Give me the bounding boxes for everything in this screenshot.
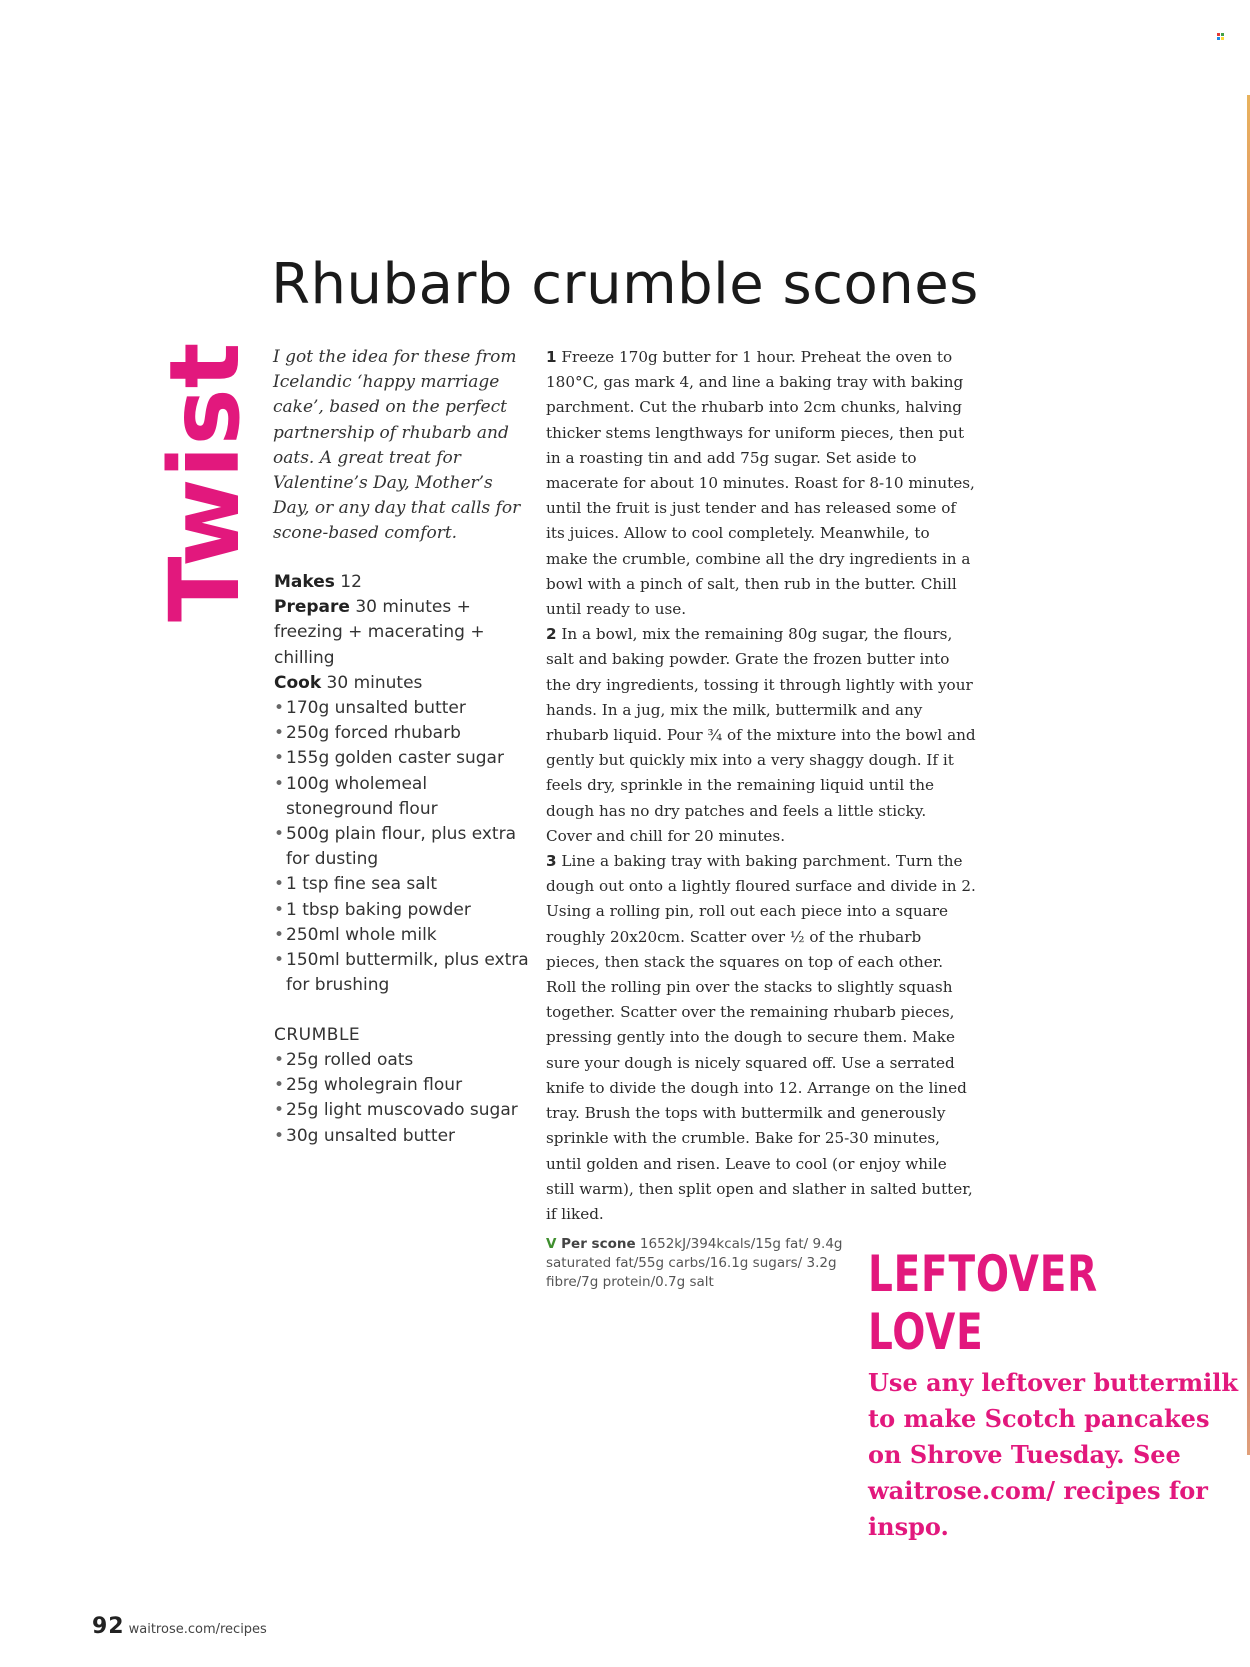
step-number: 2	[546, 625, 557, 644]
method-step-3	[546, 849, 976, 1227]
step-number: 1	[546, 348, 557, 366]
ingredient-item: • 150ml buttermilk, plus extra for brushing	[274, 948, 534, 998]
method-step-1	[546, 345, 976, 622]
crumble-ingredient-item: • 25g wholegrain flour	[274, 1073, 534, 1098]
prepare-value: 30 minutes + freezing + macerating + chilling	[274, 597, 485, 668]
ingredient-item: • 155g golden caster sugar	[274, 746, 534, 771]
step-number: 3	[546, 852, 557, 871]
ingredient-item: • 170g unsalted butter	[274, 696, 534, 721]
step-text: Line a baking tray with baking parchment. Turn the dough out onto a lightly floured surface and divide in 2. Using a rolling pin, roll out each piece into a square roughly 20x20cm. Scatter over ½ of the rhubarb pieces, then stack the squares on top of each other. Roll the rolling pin over the stacks to slightly squash together. Scatter over the remaining rhubarb pieces, pressing gently into the dough to secure them. Make sure your dough is nicely squared off. Use a serrated knife to divide the dough into 12. Arrange on the lined tray. Brush the tops with buttermilk and generously sprinkle with the crumble. Bake for 25-30 minutes, until golden and risen. Leave to cool (or enjoy while still warm), then split open and slather in salted butter, if liked.	[546, 852, 976, 1223]
recipe-meta	[274, 570, 534, 696]
method-steps	[546, 345, 976, 1227]
cook-row	[274, 671, 534, 696]
prepare-row	[274, 595, 534, 671]
logo-icon	[1217, 33, 1224, 40]
makes-row	[274, 570, 534, 595]
footer-site: waitrose.com/recipes	[128, 1622, 267, 1637]
ingredient-item: • 100g wholemeal stoneground flour	[274, 772, 534, 822]
step-text: In a bowl, mix the remaining 80g sugar, the flours, salt and baking powder. Grate the frozen butter into the dry ingredients, tossing it through lightly with your hands. In a jug, mix the milk, buttermilk and any rhubarb liquid. Pour ¾ of the mixture into the bowl and gently but quickly mix into a very shaggy dough. If it feels dry, sprinkle in the remaining liquid until the dough has no dry patches and feels a little sticky. Cover and chill for 20 minutes.	[546, 625, 976, 845]
prepare-label: Prepare	[274, 597, 350, 618]
leftover-tip: Use any leftover buttermilk to make Scotch pancakes on Shrove Tuesday. See waitrose.com/ recipes for inspo.	[868, 1368, 1238, 1541]
makes-label: Makes	[274, 572, 335, 592]
crumble-ingredient-item: • 25g rolled oats	[274, 1048, 534, 1073]
section-label-text: Twist	[149, 342, 261, 622]
ingredient-item: • 1 tsp fine sea salt	[274, 872, 534, 897]
cook-label: Cook	[274, 672, 322, 693]
ingredient-item: • 250g forced rhubarb	[274, 721, 534, 746]
method-step-2	[546, 622, 976, 849]
step-text: Freeze 170g butter for 1 hour. Preheat the oven to 180°C, gas mark 4, and line a baking tray with baking parchment. Cut the rhubarb into 2cm chunks, halving thicker stems lengthways for uniform pieces, then put in a roasting tin and add 75g sugar. Set aside to macerate for about 10 minutes. Roast for 8-10 minutes, until the fruit is just tender and has released some of its juices. Allow to cool completely. Meanwhile, to make the crumble, combine all the dry ingredients in a bowl with a pinch of salt, then rub in the butter. Chill until ready to use.	[546, 348, 975, 619]
intro-text: I got the idea for these from Icelandic ‘happy marriage cake’, based on the perfect partnership of rhubarb and oats. A great treat for Valentine’s Day, Mother’s Day, or any day that calls for scone-based comfort.	[273, 347, 521, 544]
ingredient-item: • 500g plain flour, plus extra for dusting	[274, 822, 534, 872]
makes-value: 12	[334, 572, 362, 592]
nutrition-info	[546, 1235, 846, 1292]
ingredient-item: • 250ml whole milk	[274, 923, 534, 948]
vegetarian-badge: V	[546, 1236, 557, 1252]
leftover-heading-line1: LEFTOVER	[868, 1245, 1098, 1303]
nutrition-values: 1652kJ/394kcals/15g fat/ 9.4g saturated fat/55g carbs/16.1g sugars/ 3.2g fibre/7g protein/0.7g salt	[546, 1236, 843, 1290]
ingredient-item: • 1 tbsp baking powder	[274, 898, 534, 923]
leftover-heading	[868, 1245, 1102, 1361]
cook-value: 30 minutes	[321, 672, 423, 693]
crumble-ingredients-list	[274, 1048, 534, 1149]
page-footer	[92, 1614, 267, 1639]
crumble-heading: CRUMBLE	[274, 1025, 361, 1045]
leftover-heading-line2: LOVE	[868, 1303, 984, 1361]
crumble-ingredient-item: • 25g light muscovado sugar	[274, 1098, 534, 1123]
crumble-ingredient-item: • 30g unsalted butter	[274, 1124, 534, 1149]
nutrition-per: Per scone	[556, 1236, 636, 1252]
page-number: 92	[92, 1614, 125, 1639]
ingredients-list	[274, 696, 534, 998]
page-title: Rhubarb crumble scones	[271, 252, 979, 317]
